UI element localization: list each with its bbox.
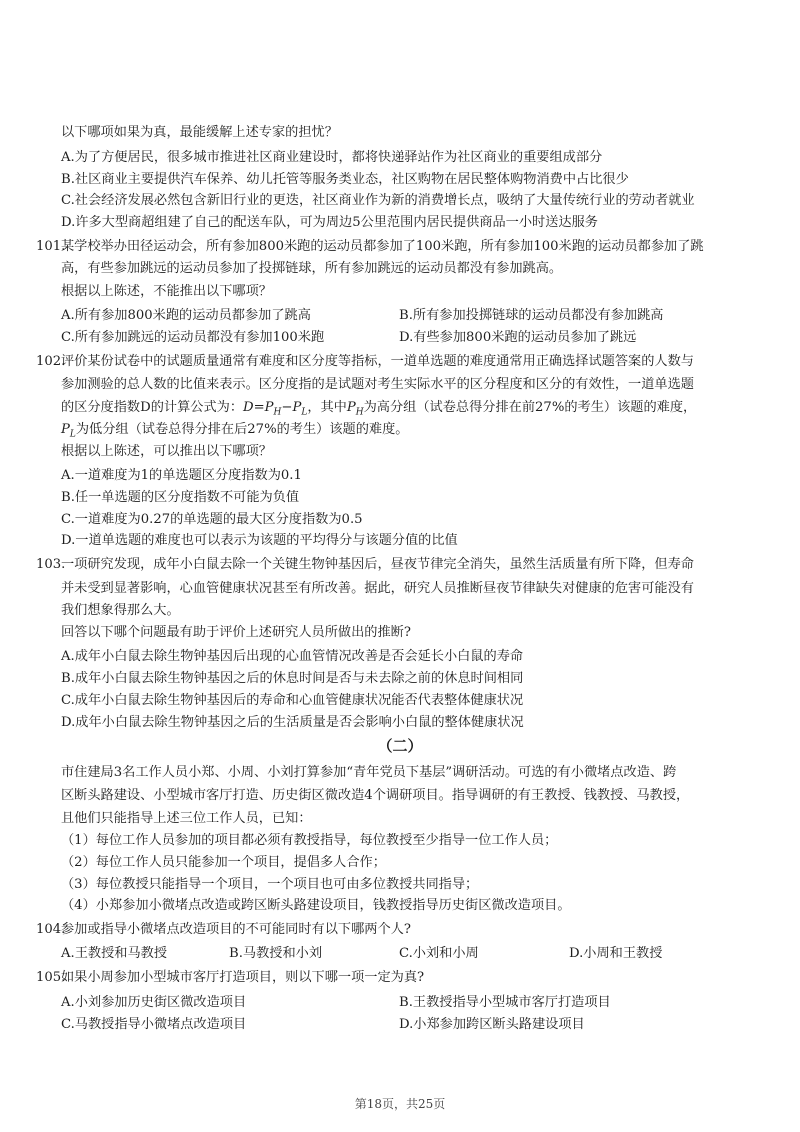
q101-option-c: C.所有参加跳远的运动员都没有参加100米跑 xyxy=(61,330,325,345)
q103-number: 103. xyxy=(36,557,66,572)
formula-equals: = xyxy=(253,400,265,415)
q101-option-a: A.所有参加800米跑的运动员都参加了跳高 xyxy=(61,308,311,323)
formula-p-low-ref: $P_L$ xyxy=(61,422,76,440)
formula-p-low: $P_L$ xyxy=(292,400,308,418)
q102-stem-line-2: 参加测验的总人数的比值来表示。区分度指的是试题对考生实际水平的区分程度和区分的有效性，一道单选题 xyxy=(61,377,694,392)
q102-number: 102. xyxy=(36,354,66,369)
q101-ask: 根据以上陈述，不能推出以下哪项？ xyxy=(61,284,272,299)
q102-option-c: C.一道难度为0.27的单选题的最大区分度指数为0.5 xyxy=(61,512,363,527)
condition-3: （3）每位教授只能指导一个项目，一个项目也可由多位教授共同指导； xyxy=(61,877,479,892)
q101-stem-line-1: 某学校举办田径运动会，所有参加800米跑的运动员都参加了100米跑，所有参加100米跑的运动员都参加了跳 xyxy=(61,239,704,254)
page-number-footer: 第18页，共25页 xyxy=(354,1097,446,1111)
section-title: （二） xyxy=(377,737,423,755)
q103-option-d: D.成年小白鼠去除生物钟基因之后的生活质量是否会影响小白鼠的整体健康状况 xyxy=(61,715,524,730)
q102-formula-prefix: 的区分度指数D的计算公式为： xyxy=(61,400,244,415)
passage-line-2: 区断头路建设、小型城市客厅打造、历史街区微改造4个调研项目。指导调研的有王教授、钱教授、马教授， xyxy=(61,788,690,803)
q102-stem-line-1: 评价某份试卷中的试题质量通常有难度和区分度等指标，一道单选题的难度通常用正确选择试题答案的人数与 xyxy=(61,354,694,369)
passage-line-3: 且他们只能指导上述三位工作人员，已知： xyxy=(61,811,312,826)
condition-1: （1）每位工作人员参加的项目都必须有教授指导，每位教授至少指导一位工作人员； xyxy=(61,833,558,848)
q103-option-b: B.成年小白鼠去除生物钟基因之后的休息时间是否与未去除之前的休息时间相同 xyxy=(61,671,524,686)
q104-number: 104. xyxy=(36,922,66,937)
condition-4: （4）小郑参加小微堵点改造或跨区断头路建设项目，钱教授指导历史街区微改造项目。 xyxy=(61,898,571,913)
q100-option-a: A.为了方便居民，很多城市推进社区商业建设时，都将快递驿站作为社区商业的重要组成部分 xyxy=(61,150,603,165)
q102-option-b: B.任一单选题的区分度指数不可能为负值 xyxy=(61,490,300,505)
formula-line2-tail: 为低分组（试卷总得分排在后27%的考生）该题的难度。 xyxy=(75,422,409,437)
q100-option-c: C.社会经济发展必然包含新旧行业的更迭，社区商业作为新的消费增长点，吸纳了大量传统行业的劳动者就业 xyxy=(61,193,695,208)
q105-stem: 如果小周参加小型城市客厅打造项目，则以下哪一项一定为真? xyxy=(61,970,425,985)
q101-option-d: D.有些参加800米跑的运动员参加了跳远 xyxy=(399,330,637,345)
formula-mid-2: 为高分组（试卷总得分排在前27%的考生）该题的难度， xyxy=(363,400,697,415)
q103-stem-line-2: 并未受到显著影响，心血管健康状况甚至有所改善。据此，研究人员推断昼夜节律缺失对健康的危害可能没有 xyxy=(61,581,694,596)
q105-number: 105. xyxy=(36,970,66,985)
q104-option-a: A.王教授和马教授 xyxy=(61,946,168,961)
q100-option-b: B.社区商业主要提供汽车保养、幼儿托管等服务类业态，社区购物在居民整体购物消费中占比很少 xyxy=(61,172,629,187)
condition-2: （2）每位工作人员只能参加一个项目，提倡多人合作； xyxy=(61,855,386,870)
q101-stem-line-2: 高，有些参加跳远的运动员参加了投掷链球，所有参加跳远的运动员都没有参加跳高。 xyxy=(61,261,563,276)
q102-option-d: D.一道单选题的难度也可以表示为该题的平均得分与该题分值的比值 xyxy=(61,533,458,548)
q103-option-c: C.成年小白鼠去除生物钟基因后的寿命和心血管健康状况能否代表整体健康状况 xyxy=(61,693,524,708)
q103-stem-line-3: 我们想象得那么大。 xyxy=(61,603,180,618)
q104-option-b: B.马教授和小刘 xyxy=(229,946,323,961)
q102-formula-line xyxy=(61,399,696,422)
q105-option-b: B.王教授指导小型城市客厅打造项目 xyxy=(399,995,611,1010)
passage-line-1: 市住建局3名工作人员小郑、小周、小刘打算参加“青年党员下基层”调研活动。可选的有小微堵点改造、跨 xyxy=(61,765,677,780)
q102-formula-line-2 xyxy=(61,421,408,444)
q103-stem-line-1: 一项研究发现，成年小白鼠去除一个关键生物钟基因后，昼夜节律完全消失，虽然生活质量有所下降，但寿命 xyxy=(61,557,694,572)
formula-minus: − xyxy=(281,400,293,415)
q104-option-d: D.小周和王教授 xyxy=(569,946,663,961)
q103-ask: 回答以下哪个问题最有助于评价上述研究人员所做出的推断? xyxy=(61,625,411,640)
formula-p-high: $P_H$ xyxy=(264,400,282,418)
q105-option-d: D.小郑参加跨区断头路建设项目 xyxy=(399,1017,585,1032)
q105-option-a: A.小刘参加历史街区微改造项目 xyxy=(61,995,247,1010)
formula-d: D xyxy=(243,400,254,415)
q100-option-d: D.许多大型商超组建了自己的配送车队，可为周边5公里范围内居民提供商品一小时送达服务 xyxy=(61,215,598,230)
formula-mid: ，其中 xyxy=(307,400,347,415)
q101-option-b: B.所有参加投掷链球的运动员都没有参加跳高 xyxy=(399,308,664,323)
q104-option-c: C.小刘和小周 xyxy=(399,946,479,961)
q100-stem: 以下哪项如果为真，最能缓解上述专家的担忧？ xyxy=(61,125,338,140)
q102-ask: 根据以上陈述，可以推出以下哪项？ xyxy=(61,444,272,459)
q101-number: 101. xyxy=(36,239,66,254)
q102-option-a: A.一道难度为1的单选题区分度指数为0.1 xyxy=(61,468,302,483)
q105-option-c: C.马教授指导小微堵点改造项目 xyxy=(61,1017,247,1032)
q103-option-a: A.成年小白鼠去除生物钟基因后出现的心血管情况改善是否会延长小白鼠的寿命 xyxy=(61,649,524,664)
formula-p-high-ref: $P_H$ xyxy=(346,400,364,418)
q104-stem: 参加或指导小微堵点改造项目的不可能同时有以下哪两个人? xyxy=(61,922,411,937)
